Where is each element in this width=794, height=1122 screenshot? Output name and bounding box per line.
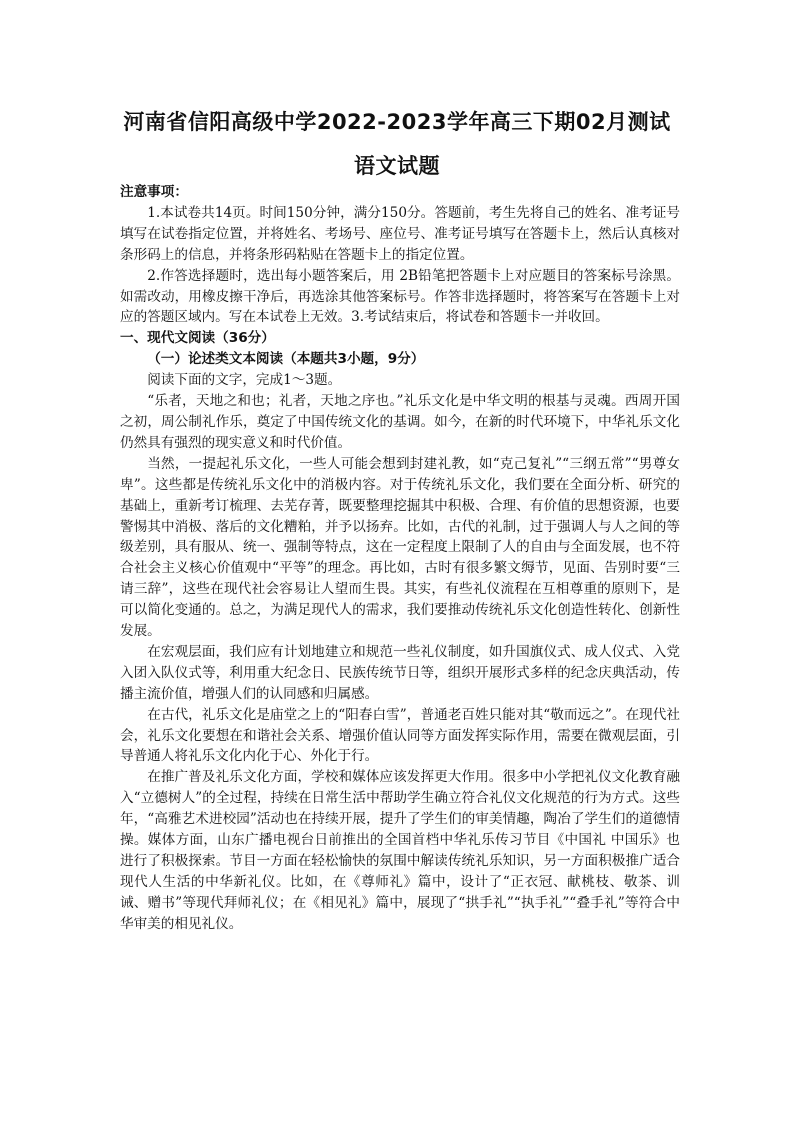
- exam-title: 河南省信阳高级中学2022-2023学年高三下期02月测试: [123, 110, 671, 134]
- notice-heading: 注意事项：: [120, 184, 188, 200]
- passage-paragraph: “乐者，天地之和也；礼者，天地之序也。”礼乐文化是中华文明的根基与灵魂。西周开国之初，周公制礼作乐，奠定了中国传统文化的基调。如今，在新的时代环境下，中华礼乐文化仍然具有强烈的现实意义和时代价值。: [120, 393, 680, 451]
- passage-paragraph: 在宏观层面，我们应有计划地建立和规范一些礼仪制度，如升国旗仪式、成人仪式、入党入团入队仪式等，利用重大纪念日、民族传统节日等，组织开展形式多样的纪念庆典活动，传播主流价值，增强人们的认同感和归属感。: [120, 643, 680, 702]
- passage-paragraph: 在古代，礼乐文化是庙堂之上的“阳春白雪”，普通老百姓只能对其“敬而远之”。在现代社会，礼乐文化要想在和谐社会关系、增强价值认同等方面发挥实际作用，需要在微观层面，引导普通人将礼乐文化内化于心、外化于行。: [120, 706, 680, 765]
- exam-subtitle: 语文试题: [354, 154, 440, 178]
- notice-item: 2.作答选择题时，选出每小题答案后，用 2B铅笔把答题卡上对应题目的答案标号涂黑。如需改动，用橡皮擦干净后，再选涂其他答案标号。作答非选择题时，将答案写在答题卡上对应的答题区域内。写在本试卷上无效。3.考试结束后，将试卷和答题卡一并收回。: [120, 267, 680, 326]
- passage-paragraph: 在推广普及礼乐文化方面，学校和媒体应该发挥更大作用。很多中小学把礼仪文化教育融入“立德树人”的全过程，持续在日常生活中帮助学生确立符合礼仪文化规范的行为方式。这些年，“高雅艺术进校园”活动也在持续开展，提升了学生们的审美情趣，陶冶了学生们的道德情操。媒体方面，山东广播电视台日前推出的全国首档中华礼乐传习节目《中国礼 中国乐》也进行了积极探索。节目一方面在轻松愉快的氛围中解读传统礼乐知识，另一方面积极推广适合现代人生活的中华新礼仪。比如，在《尊师礼》篇中，设计了“正衣冠、献桃枝、敬茶、训诫、赠书”等现代拜师礼仪；在《相见礼》篇中，展现了“拱手礼”“执手礼”“叠手礼”等符合中华审美的相见礼仪。: [120, 769, 680, 932]
- section-heading: 一、现代文阅读（36分）: [120, 330, 275, 347]
- section-subheading: （一）论述类文本阅读（本题共3小题，9分）: [147, 351, 425, 368]
- passage-paragraph: 当然，一提起礼乐文化，一些人可能会想到封建礼教，如“克己复礼”“三纲五常”“男尊女卑”。这些都是传统礼乐文化中的消极内容。对于传统礼乐文化，我们要在全面分析、研究的基础上，重新考订梳理、去芜存菁，既要整理挖掘其中积极、合理、有价值的思想资源，也要警惕其中消极、落后的文化糟粕，并予以扬弃。比如，古代的礼制，过于强调人与人之间的等级差别，具有服从、统一、强制等特点，这在一定程度上限制了人的自由与全面发展，也不符合社会主义核心价值观中“平等”的理念。再比如，古时有很多繁文缛节，见面、告别时要“三请三辞”，这些在现代社会容易让人望而生畏。其实，有些礼仪流程在互相尊重的原则下，是可以简化变通的。总之，为满足现代人的需求，我们要推动传统礼乐文化创造性转化、创新性发展。: [120, 455, 680, 640]
- notice-item: 1.本试卷共14页。时间150分钟，满分150分。答题前，考生先将自己的姓名、准考证号填写在试卷指定位置，并将姓名、考场号、座位号、准考证号填写在答题卡上，然后认真核对条形码上的信息，并将条形码粘贴在答题卡上的指定位置。: [120, 204, 680, 263]
- reading-instruction: 阅读下面的文字，完成1～3题。: [147, 372, 342, 389]
- exam-body: [120, 182, 680, 935]
